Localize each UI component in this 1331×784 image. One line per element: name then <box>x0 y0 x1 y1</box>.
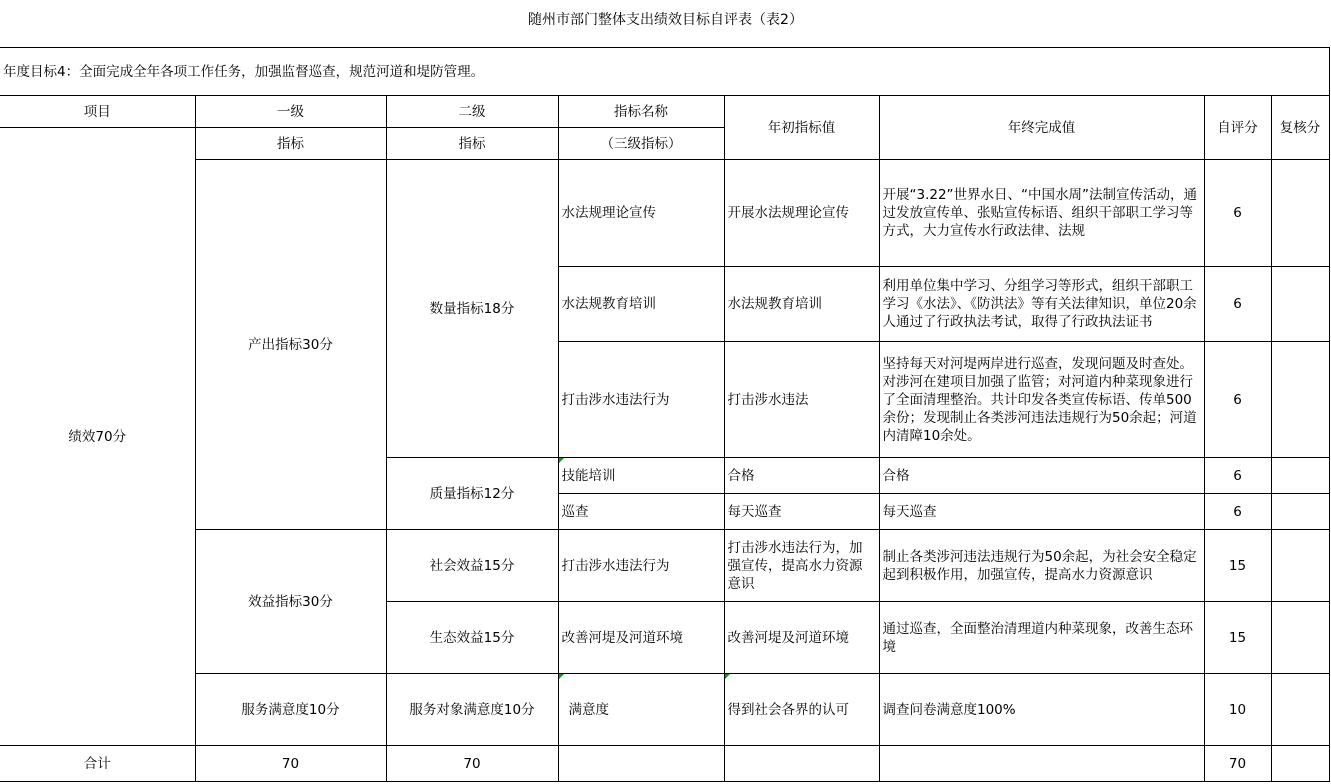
self-score: 15 <box>1204 530 1271 602</box>
review-score <box>1271 494 1329 530</box>
review-score <box>1271 267 1329 342</box>
annual-goal: 年度目标4：全面完成全年各项工作任务，加强监督巡查，规范河道和堤防管理。 <box>0 48 1329 96</box>
indicator-name: 满意度 <box>558 674 724 746</box>
initial-value: 打击涉水违法行为，加强宣传，提高水力资源意识 <box>724 530 879 602</box>
self-evaluation-table <box>0 47 1330 782</box>
initial-value: 打击涉水违法 <box>724 342 879 458</box>
self-score: 6 <box>1204 458 1271 494</box>
initial-value: 每天巡查 <box>724 494 879 530</box>
header-level2: 二级 <box>386 96 558 128</box>
initial-value: 合格 <box>724 458 879 494</box>
final-value: 制止各类涉河违法违规行为50余起，为社会安全稳定起到积极作用，加强宣传，提高水力资源意识 <box>879 530 1204 602</box>
final-value: 合格 <box>879 458 1204 494</box>
initial-value: 改善河堤及河道环境 <box>724 602 879 674</box>
final-value: 每天巡查 <box>879 494 1204 530</box>
total-label: 合计 <box>0 746 195 782</box>
final-value: 开展“3.22”世界水日、“中国水周”法制宣传活动，通过发放宣传单、张贴宣传标语、组织干部职工学习等方式，大力宣传水行政法律、法规 <box>879 160 1204 267</box>
indicator-name: 改善河堤及河道环境 <box>558 602 724 674</box>
header-initial-value: 年初指标值 <box>724 96 879 160</box>
review-score <box>1271 342 1329 458</box>
header-level1-sub: 指标 <box>195 128 386 160</box>
self-score: 6 <box>1204 494 1271 530</box>
group-service: 服务满意度10分 <box>195 674 386 746</box>
review-score <box>1271 602 1329 674</box>
header-level2-sub: 指标 <box>386 128 558 160</box>
final-value: 利用单位集中学习、分组学习等形式，组织干部职工学习《水法》、《防洪法》等有关法律知识，单位20余人通过了行政执法考试，取得了行政执法证书 <box>879 267 1204 342</box>
header-self-score: 自评分 <box>1204 96 1271 160</box>
total-review-score <box>1271 746 1329 782</box>
indicator-name: 水法规教育培训 <box>558 267 724 342</box>
review-score <box>1271 530 1329 602</box>
indicator-name: 打击涉水违法行为 <box>558 530 724 602</box>
indicator-name: 技能培训 <box>558 458 724 494</box>
self-score: 10 <box>1204 674 1271 746</box>
subgroup-quality: 质量指标12分 <box>386 458 558 530</box>
group-output: 产出指标30分 <box>195 160 386 530</box>
subgroup-social: 社会效益15分 <box>386 530 558 602</box>
header-item: 项目 <box>0 96 195 128</box>
self-score: 6 <box>1204 160 1271 267</box>
table-row <box>0 674 1329 746</box>
header-row-1 <box>0 96 1329 128</box>
indicator-name: 巡查 <box>558 494 724 530</box>
review-score <box>1271 674 1329 746</box>
review-score <box>1271 160 1329 267</box>
total-level1: 70 <box>195 746 386 782</box>
self-score: 6 <box>1204 267 1271 342</box>
initial-value: 得到社会各界的认可 <box>724 674 879 746</box>
indicator-name: 打击涉水违法行为 <box>558 342 724 458</box>
initial-value: 水法规教育培训 <box>724 267 879 342</box>
indicator-name: 水法规理论宣传 <box>558 160 724 267</box>
total-indicator-name <box>558 746 724 782</box>
total-final-value <box>879 746 1204 782</box>
final-value: 坚持每天对河堤两岸进行巡查，发现问题及时查处。对涉河在建项目加强了监管；对河道内种菜现象进行了全面清理整治。共计印发各类宣传标语、传单500余份；发现制止各类涉河违法违规行为50余起；河道内清障10余处。 <box>879 342 1204 458</box>
annual-goal-row <box>0 48 1329 96</box>
subgroup-quantity: 数量指标18分 <box>386 160 558 458</box>
total-level2: 70 <box>386 746 558 782</box>
initial-value: 开展水法规理论宣传 <box>724 160 879 267</box>
final-value: 调查问卷满意度100% <box>879 674 1204 746</box>
header-final-value: 年终完成值 <box>879 96 1204 160</box>
final-value: 通过巡查，全面整治清理道内种菜现象，改善生态环境 <box>879 602 1204 674</box>
subgroup-ecology: 生态效益15分 <box>386 602 558 674</box>
header-indicator-name: 指标名称 <box>558 96 724 128</box>
group-benefit: 效益指标30分 <box>195 530 386 674</box>
total-row <box>0 746 1329 782</box>
self-score: 6 <box>1204 342 1271 458</box>
header-review-score: 复核分 <box>1271 96 1329 160</box>
header-level1: 一级 <box>195 96 386 128</box>
performance-label: 绩效70分 <box>0 128 195 746</box>
header-indicator-name-sub: （三级指标） <box>558 128 724 160</box>
total-initial-value <box>724 746 879 782</box>
review-score <box>1271 458 1329 494</box>
table-row <box>0 530 1329 602</box>
self-score: 15 <box>1204 602 1271 674</box>
total-self-score: 70 <box>1204 746 1271 782</box>
table-row <box>0 160 1329 267</box>
table-title: 随州市部门整体支出绩效目标自评表（表2） <box>528 12 803 28</box>
subgroup-service-target: 服务对象满意度10分 <box>386 674 558 746</box>
